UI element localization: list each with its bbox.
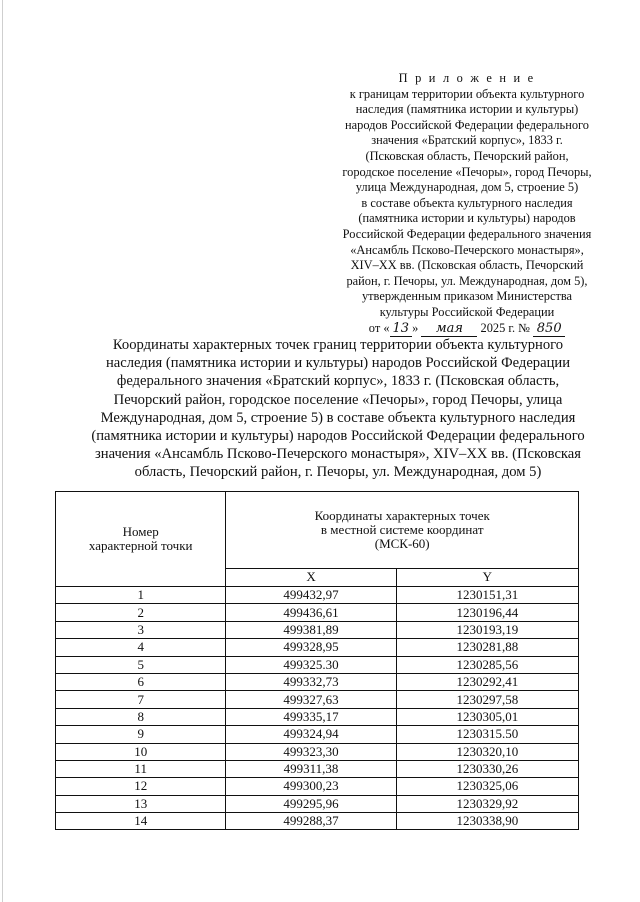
cell-y: 1230281,88 xyxy=(396,639,578,656)
header-y: Y xyxy=(396,568,578,586)
cell-x: 499311,38 xyxy=(226,760,396,777)
cell-y: 1230297,58 xyxy=(396,691,578,708)
appendix-line: городское поселение «Печоры», город Печоры, xyxy=(342,164,592,179)
appendix-line: Российской Федерации федерального значения xyxy=(342,226,592,241)
appendix-line: улица Международная, дом 5, строение 5) xyxy=(355,180,579,195)
cell-y: 1230330,26 xyxy=(396,760,578,777)
appendix-title: П р и л о ж е н и е xyxy=(398,71,536,85)
appendix-line: (Псковская область, Печорский район, xyxy=(365,148,569,163)
header-point-line: Номер xyxy=(122,524,159,539)
cell-point-number: 3 xyxy=(56,621,226,638)
order-prefix: от « xyxy=(368,320,390,335)
cell-x: 499328,95 xyxy=(226,639,396,656)
appendix-line: значения «Братский корпус», 1833 г. xyxy=(371,133,563,148)
table-row xyxy=(56,673,579,690)
title-line: наследия (памятника истории и культуры) народов Российской Федерации xyxy=(105,355,571,372)
table-row xyxy=(56,743,579,760)
cell-x: 499381,89 xyxy=(226,621,396,638)
cell-y: 1230285,56 xyxy=(396,656,578,673)
table-row xyxy=(56,604,579,621)
table-row xyxy=(56,813,579,830)
order-month-handwritten: мая xyxy=(421,322,477,337)
header-coordinates-group xyxy=(226,492,579,569)
title-line: федерального значения «Братский корпус», 1833 г. (Псковская область, xyxy=(116,373,560,390)
appendix-line: народов Российской Федерации федерального xyxy=(345,117,589,132)
table-row xyxy=(56,760,579,777)
cell-point-number: 7 xyxy=(56,691,226,708)
table-row xyxy=(56,639,579,656)
table-row xyxy=(56,656,579,673)
table-row xyxy=(56,691,579,708)
table-row xyxy=(56,708,579,725)
cell-x: 499324,94 xyxy=(226,726,396,743)
table-row xyxy=(56,778,579,795)
title-line: значения «Ансамбль Псково-Печерского монастыря», XIV–XX вв. (Псковская xyxy=(95,446,581,463)
cell-y: 1230320,10 xyxy=(396,743,578,760)
cell-x: 499432,97 xyxy=(226,587,396,604)
cell-y: 1230305,01 xyxy=(396,708,578,725)
title-line: (памятника истории и культуры) народов Российской Федерации федерального xyxy=(91,428,585,445)
table-row xyxy=(56,587,579,604)
appendix-line: XIV–XX вв. (Псковская область, Печорский xyxy=(350,258,584,273)
table-row xyxy=(56,795,579,812)
appendix-block xyxy=(322,71,612,337)
cell-point-number: 14 xyxy=(56,813,226,830)
title-line: Координаты характерных точек границ территории объекта культурного xyxy=(112,337,564,353)
order-number-handwritten: 850 xyxy=(533,322,565,337)
cell-point-number: 1 xyxy=(56,587,226,604)
appendix-line: в составе объекта культурного наследия xyxy=(361,195,573,210)
document-title xyxy=(68,336,608,482)
header-point-number xyxy=(56,492,226,587)
cell-x: 499300,23 xyxy=(226,778,396,795)
cell-x: 499325.30 xyxy=(226,656,396,673)
appendix-line: утвержденным приказом Министерства xyxy=(361,289,573,304)
title-line: область, Печорский район, г. Печоры, ул. Международная, дом 5) xyxy=(134,464,542,481)
table-row xyxy=(56,726,579,743)
cell-x: 499335,17 xyxy=(226,708,396,725)
appendix-line: (памятника истории и культуры) народов xyxy=(358,211,576,226)
cell-x: 499323,30 xyxy=(226,743,396,760)
cell-x: 499288,37 xyxy=(226,813,396,830)
cell-point-number: 13 xyxy=(56,795,226,812)
cell-point-number: 10 xyxy=(56,743,226,760)
cell-point-number: 4 xyxy=(56,639,226,656)
cell-point-number: 12 xyxy=(56,778,226,795)
cell-y: 1230329,92 xyxy=(396,795,578,812)
cell-x: 499327,63 xyxy=(226,691,396,708)
header-group-line: (МСК-60) xyxy=(374,535,430,551)
order-date-line xyxy=(322,321,612,337)
cell-y: 1230315.50 xyxy=(396,726,578,743)
cell-x: 499332,73 xyxy=(226,673,396,690)
cell-x: 499295,96 xyxy=(226,795,396,812)
cell-y: 1230338,90 xyxy=(396,813,578,830)
cell-y: 1230151,31 xyxy=(396,587,578,604)
cell-point-number: 9 xyxy=(56,726,226,743)
cell-point-number: 6 xyxy=(56,673,226,690)
cell-y: 1230196,44 xyxy=(396,604,578,621)
header-group-line: Координаты характерных точек xyxy=(314,507,490,523)
cell-point-number: 11 xyxy=(56,760,226,777)
cell-y: 1230193,19 xyxy=(396,621,578,638)
order-year-text: 2025 г. № xyxy=(480,320,531,335)
appendix-line: район, г. Печоры, ул. Международная, дом 5), xyxy=(346,273,588,288)
header-x: X xyxy=(226,568,396,586)
scan-edge-line xyxy=(2,0,3,902)
appendix-line: к границам территории объекта культурного xyxy=(349,86,585,101)
coordinates-table xyxy=(55,491,579,830)
cell-y: 1230292,41 xyxy=(396,673,578,690)
cell-point-number: 8 xyxy=(56,708,226,725)
cell-x: 499436,61 xyxy=(226,604,396,621)
appendix-line: наследия (памятника истории и культуры) xyxy=(355,102,579,117)
cell-y: 1230325,06 xyxy=(396,778,578,795)
appendix-line: «Ансамбль Псково-Печерского монастыря», xyxy=(350,242,584,257)
cell-point-number: 2 xyxy=(56,604,226,621)
table-row xyxy=(56,621,579,638)
order-quote-close: » xyxy=(412,320,419,335)
header-group-line: в местной системе координат xyxy=(320,521,484,537)
order-day-handwritten: 13 xyxy=(390,322,413,337)
title-line: Международная, дом 5, строение 5) в составе объекта культурного наследия xyxy=(100,409,576,426)
header-point-line: характерной точки xyxy=(88,538,193,553)
appendix-line: культуры Российской Федерации xyxy=(379,304,555,319)
cell-point-number: 5 xyxy=(56,656,226,673)
title-line: Печорский район, городское поселение «Печоры», город Печоры, улица xyxy=(113,391,563,408)
